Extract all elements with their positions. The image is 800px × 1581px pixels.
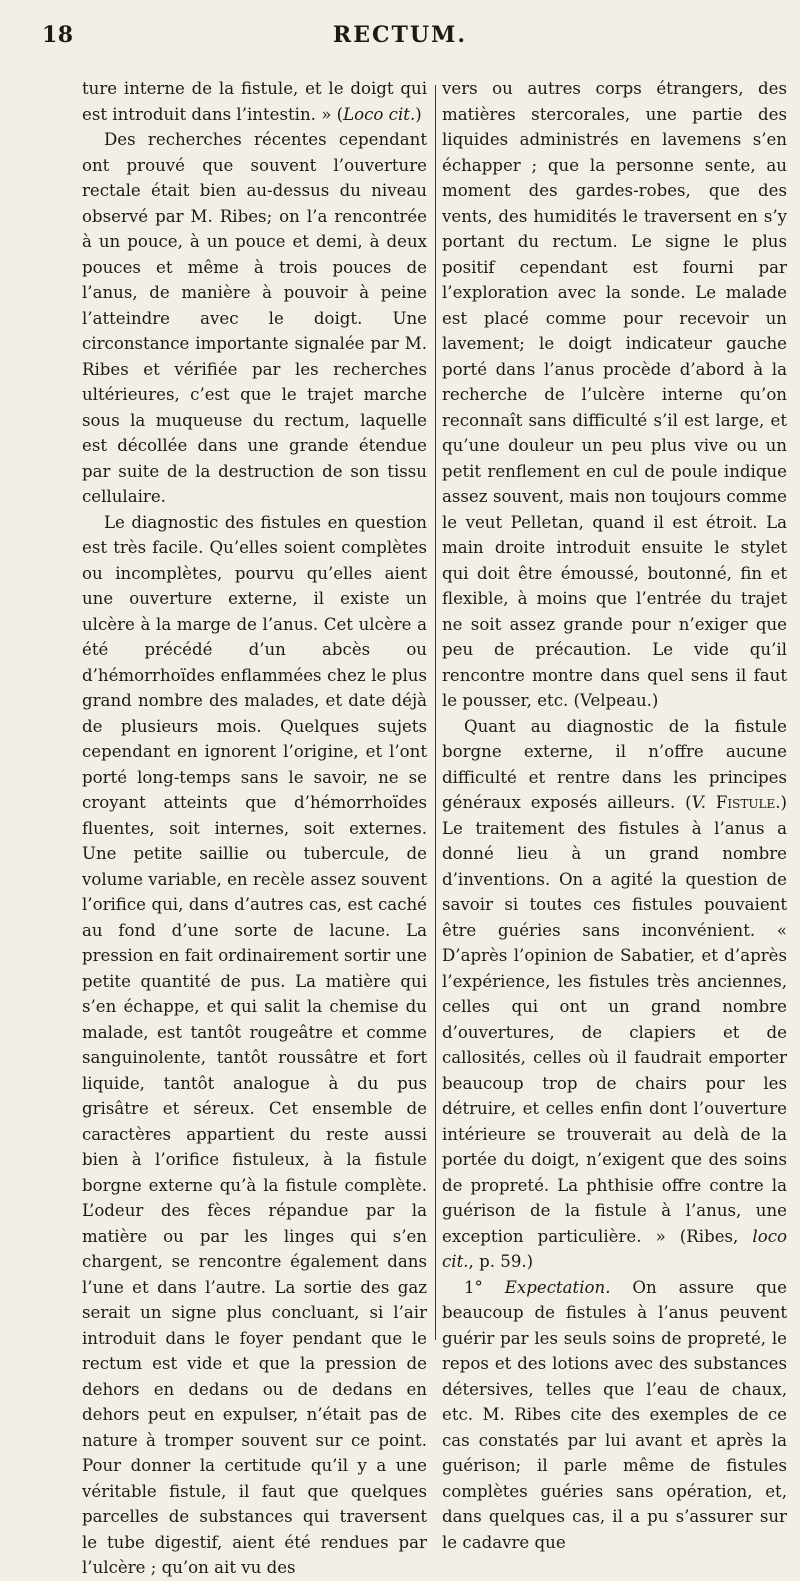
paragraph: vers ou autres corps étrangers, des matières stercorales, une partie des liquides administrés en lavemens s’en échapper ; que la personne sente, au moment des gardes-robes, que des vents, des humidités le traversent en s’y portant du rectum. Le signe le plus positif cependant est fourni par l’exploration avec la sonde. Le malade est placé comme pour recevoir un lavement; le doigt indicateur gauche porté dans l’anus procède d’abord à la recherche de l’ulcère interne qu’on reconnaît sans difficulté s’il est large, et qu’une douleur un peu plus vive ou un petit renflement en cul de poule indique assez souvent, mais non toujours comme le veut Pelletan, quand il est étroit. La main droite introduit ensuite le stylet qui doit être émoussé, boutonné, fin et flexible, à moins que l’entrée du trajet ne soit assez grande pour n’exiger que peu de précaution. Le vide qu’il rencontre montre dans quel sens il faut le pousser, etc. (Velpeau.) bbox=[442, 79, 787, 710]
section-heading: Expectation. bbox=[504, 1277, 611, 1297]
page-header bbox=[40, 22, 760, 52]
right-column bbox=[442, 76, 788, 1552]
paragraph: Des recherches récentes cependant ont prouvé que souvent l’ouverture rectale était bien au-dessus du niveau observé par M. Ribes; on l’a rencontrée à un pouce, à un pouce et demi, à deux pouces et même à trois pouces de l’anus, de manière à pouvoir à peine l’atteindre avec le doigt. Une circonstance importante signalée par M. Ribes et vérifiée par les recherches ultérieures, c’est que le trajet marche sous la muqueuse du rectum, laquelle est décollée dans une grande étendue par suite de la destruction de son tissu cellulaire. bbox=[82, 130, 427, 506]
see-reference: V. bbox=[691, 793, 707, 812]
paragraph: Le diagnostic des fistules en question est très facile. Qu’elles soient complètes ou incomplètes, pourvu qu’elles aient une ouverture externe, il existe un ulcère à la marge de l’anus. Cet ulcère a été précédé d’un abcès ou d’hémorrhoïdes enflammées chez le plus grand nombre des malades, et date déjà de plusieurs mois. Quelques sujets cependant en ignorent l’origine, et l’ont porté long-temps sans le savoir, ne se croyant atteints que d’hémorrhoïdes fluentes, soit internes, soit externes. Une petite saillie ou tubercule, de volume variable, en recèle assez souvent l’orifice qui, dans d’autres cas, est caché au fond d’une sorte de lacune. La pression en fait ordinairement sortir une petite quantité de pus. La matière qui s’en échappe, et qui salit la chemise du malade, est tantôt rougeâtre et comme sanguinolente, tantôt roussâtre et fort liquide, tantôt analogue à du pus grisâtre et séreux. Cet ensemble de caractères appartient du reste aussi bien à l’orifice fistuleux, à la fistule borgne externe qu’à la fistule complète. L’odeur des fèces répandue par la matière ou par les linges qui s’en chargent, se rencontre également dans l’une et dans l’autre. La sortie des gaz serait un signe plus concluant, si l’air introduit dans le foyer pendant que le rectum est vide et que la pression de dehors en dedans ou de dedans en dehors peut en expulser, n’était pas de nature à tromper souvent sur ce point. Pour donner la certitude qu’il y a une véritable fistule, il faut que quelques parcelles de substances qui traversent le tube digestif, aient été rendues par l’ulcère ; qu’on ait vu des bbox=[82, 512, 427, 1577]
column-divider bbox=[435, 85, 436, 1340]
paragraph: ture interne de la fistule, et le doigt qui est introduit dans l’intestin. » (Loco cit.) bbox=[82, 79, 427, 124]
citation-reference: Loco cit. bbox=[343, 104, 416, 124]
paragraph: 1° Expectation. On assure que beaucoup de fistules à l’anus peuvent guérir par les seuls soins de propreté, le repos et des lotions avec des substances détersives, telles que l’eau de chaux, etc. M. Ribes cite des exemples de ce cas constatés par lui avant et après la guérison; il parle même de fistules complètes guéries sans opération, et, dans quelques cas, il a pu s’assurer sur le cadavre que bbox=[442, 1277, 788, 1552]
list-number: 1° bbox=[464, 1277, 505, 1297]
cross-reference: Fistule. bbox=[715, 793, 781, 812]
paragraph: Quant au diagnostic de la fistule borgne externe, il n’offre aucune difficulté et rentre dans les principes généraux exposés ailleurs. (V. Fistule.) Le traitement des fistules à l’anus a donné lieu à un grand nombre d’inventions. On a agité la question de savoir si toutes ces fistules pouvaient être guéries sans inconvénient. « D’après l’opinion de Sabatier, et d’après l’expérience, les fistules très anciennes, celles qui ont un grand nombre d’ouvertures, de clapiers et de callosités, celles où il faudrait emporter beaucoup trop de chairs pour les détruire, et celles enfin dont l’ouverture intérieure se trouverait au delà de la portée du doigt, n’exigent que des soins de propreté. La phthisie offre contre la guérison de la fistule à l’anus, une exception particulière. » (Ribes, loco cit., p. 59.) bbox=[442, 716, 787, 1271]
left-column bbox=[82, 76, 427, 1577]
page-number: 18 bbox=[42, 22, 74, 48]
running-title: RECTUM. bbox=[332, 22, 468, 48]
citation-reference: loco cit. bbox=[442, 1226, 787, 1271]
